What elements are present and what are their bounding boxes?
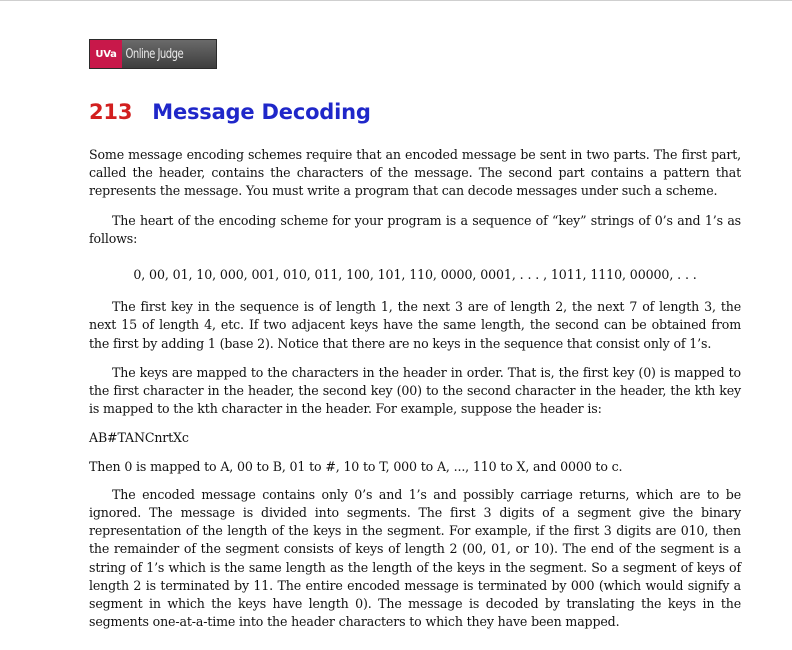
top-border [0,0,792,1]
key-sequence: 0, 00, 01, 10, 000, 001, 010, 011, 100, 101, 110, 0000, 0001, . . . , 1011, 1110, 00000, . . . [133,267,697,283]
problem-name: Message Decoding [152,100,371,124]
encoded-message-paragraph: The encoded message contains only 0’s and 1’s and possibly carriage returns, which are to be ignored. The message is divided into segments. The first 3 digits of a segment give the binary representation of the length of the keys in the segment. For example, if the first 3 digits are 010, then the remainder of the segment consists of keys of length 2 (00, 01, or 10). The end of the segment is a string of 1’s which is the same length as the length of the keys in the segment. So a segment of keys of length 2 is terminated by 11. The entire encoded message is terminated by 000 (which would signify a segment in which the keys have length 0). The message is decoded by translating the keys in the segments one-at-a-time into the header characters to which they have been mapped. [89,486,741,630]
mapping-paragraph: The keys are mapped to the characters in the header in order. That is, the first key (0) is mapped to the first character in the header, the second key (00) to the second character in the header, the kth key is mapped to the kth character in the header. For example, suppose the header is: [89,364,741,417]
intro-paragraph: Some message encoding schemes require that an encoded message be sent in two parts. The first part, called the header, contains the characters of the message. The second part contains a pattern that represents the message. You must write a program that can decode messages under such a scheme. [89,147,741,199]
problem-statement [89,146,741,642]
problem-number: 213 [89,100,133,124]
uva-logo-mark: UVa [90,40,122,68]
problem-title [89,100,371,124]
header-example: AB#TANCnrtXc [89,430,189,446]
logo-text: Online Judge [125,46,184,62]
uva-online-judge-logo [89,39,217,69]
mapping-example: Then 0 is mapped to A, 00 to B, 01 to #, 10 to T, 000 to A, ..., 110 to X, and 0000 to c. [89,458,623,474]
key-length-paragraph: The first key in the sequence is of length 1, the next 3 are of length 2, the next 7 of length 3, the next 15 of length 4, etc. If two adjacent keys have the same length, the second can be obtained from the first by adding 1 (base 2). Notice that there are no keys in the sequence that consist only of 1’s. [89,299,741,351]
key-intro-paragraph: The heart of the encoding scheme for your program is a sequence of “key” strings of 0’s and 1’s as follows: [89,212,741,246]
